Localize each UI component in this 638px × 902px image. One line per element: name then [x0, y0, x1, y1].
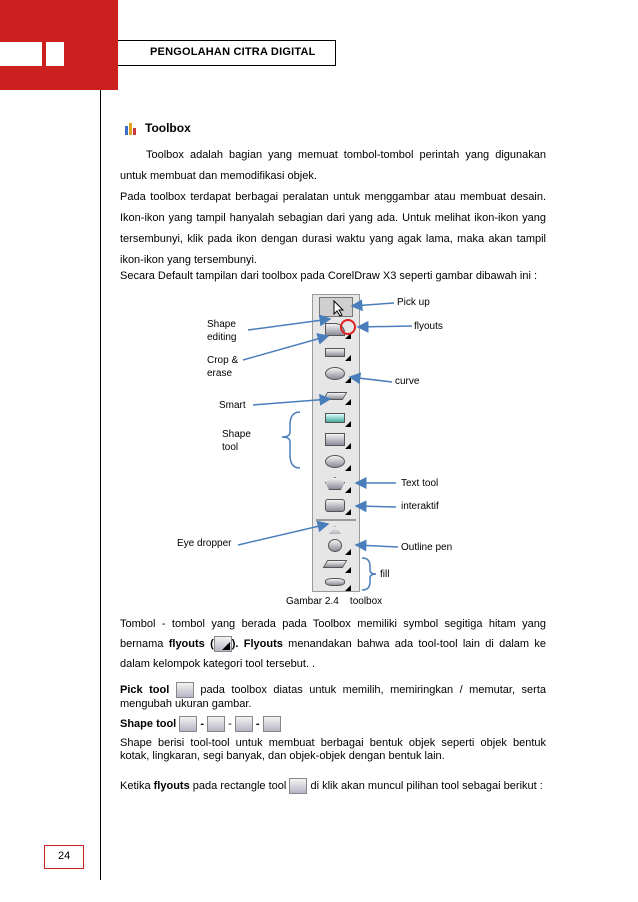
text-bold: - — [197, 717, 208, 730]
rectangle-icon — [289, 778, 307, 794]
label-interaktif: interaktif — [401, 501, 439, 512]
header-band-gap — [0, 42, 42, 66]
pick-tool-icon — [176, 682, 194, 698]
label-outline-pen: Outline pen — [401, 542, 453, 553]
label-crop-erase: Crop & erase — [207, 355, 239, 379]
label-curve: curve — [395, 376, 420, 387]
smart-fill-icon — [319, 408, 353, 428]
zoom-icon — [319, 364, 353, 384]
rectangle-icon — [319, 430, 353, 450]
page-number: 24 — [58, 850, 71, 862]
text-bold: ). — [231, 638, 244, 650]
polygon-icon — [319, 474, 353, 494]
text-bold: Flyouts — [243, 638, 283, 650]
label-flyouts: flyouts — [414, 321, 443, 332]
label-text-tool: Text tool — [401, 478, 439, 489]
curve-icon — [319, 386, 353, 406]
text-span: pada toolbox diatas untuk memilih, memiringkan / memutar, serta mengubah ukuran gambar. — [120, 683, 547, 710]
rectangle-icon — [179, 716, 197, 732]
ellipse-icon — [207, 716, 225, 732]
label-pick-up: Pick up — [397, 297, 430, 308]
text-bold: Pick tool — [120, 683, 170, 696]
label-eye-dropper: Eye dropper — [177, 538, 232, 549]
margin-rule — [100, 90, 101, 880]
text-span: Ketika — [120, 779, 154, 792]
header-red-band — [0, 0, 118, 90]
paragraph-toolbox: Pada toolbox terdapat berbagai peralatan untuk menggambar atau membuat desain. Ikon-ikon yang tampil hanyalah sebagian dari yang ada. Untuk melihat ikon-ikon yang tersembunyi, klik pada ikon dengan durasi waktu yang agak lama, maka akan tampil ikon-ikon yang tersembunyi. — [120, 191, 546, 266]
polygon-icon — [235, 716, 253, 732]
text-bold: - — [252, 717, 263, 730]
text-span: menandakan bahwa ada tool-tool lain di dalam ke dalam kelompok kategori tool tersebut. . — [120, 638, 546, 670]
bullet-icon — [124, 123, 138, 135]
crop-icon — [319, 342, 353, 362]
flyout-triangle-icon — [214, 636, 232, 652]
paragraph-shape-tool — [120, 716, 546, 732]
fill-icon — [319, 554, 353, 574]
section-title: Toolbox — [145, 121, 191, 135]
interactive-fill-icon — [319, 572, 353, 592]
paragraph-flyouts — [120, 614, 546, 674]
basic-shapes-icon — [319, 496, 353, 516]
label-shape-editing: Shape editing — [207, 319, 237, 343]
text-span: Tombol - tombol yang berada pada Toolbox memiliki symbol segitiga hitam yang bernama — [120, 618, 546, 650]
page-header-title: PENGOLAHAN CITRA DIGITAL — [150, 46, 316, 58]
header-band-gap — [46, 42, 64, 66]
ellipse-icon — [319, 452, 353, 472]
paragraph-default: Secara Default tampilan dari toolbox pada CorelDraw X3 seperti gambar dibawah ini : — [120, 270, 538, 282]
pick-tool-icon — [319, 297, 353, 317]
text-span: pada rectangle tool — [189, 779, 290, 792]
paragraph-shape-desc: Shape berisi tool-tool untuk membuat berbagai bentuk objek seperti objek bentuk kotak, lingkaran, segi banyak, dan objek-objek dengan bentuk lain. — [120, 737, 546, 762]
shape-editing-icon — [319, 320, 353, 340]
label-fill: fill — [380, 569, 390, 580]
text-bold: flyouts — [153, 779, 190, 792]
basic-shapes-icon — [263, 716, 281, 732]
paragraph-ketika — [120, 778, 546, 794]
text-bold: ( — [204, 638, 214, 650]
label-smart: Smart — [219, 400, 246, 411]
outline-pen-icon — [319, 536, 353, 556]
paragraph-pick-tool — [120, 682, 546, 711]
text-span: - — [225, 717, 235, 730]
label-shape-tool: Shape tool — [222, 429, 251, 453]
toolbox-lower — [312, 534, 360, 592]
figure-caption: Gambar 2.4 toolbox — [286, 596, 383, 607]
text-bold: flyouts — [168, 638, 205, 650]
paragraph-intro: Toolbox adalah bagian yang memuat tombol-tombol perintah yang digunakan untuk membuat dan memodifikasi objek. — [120, 149, 546, 182]
text-bold: Shape tool — [120, 717, 177, 730]
toolbox-divider — [316, 519, 356, 521]
text-span: di klik akan muncul pilihan tool sebagai berikut : — [307, 779, 543, 792]
